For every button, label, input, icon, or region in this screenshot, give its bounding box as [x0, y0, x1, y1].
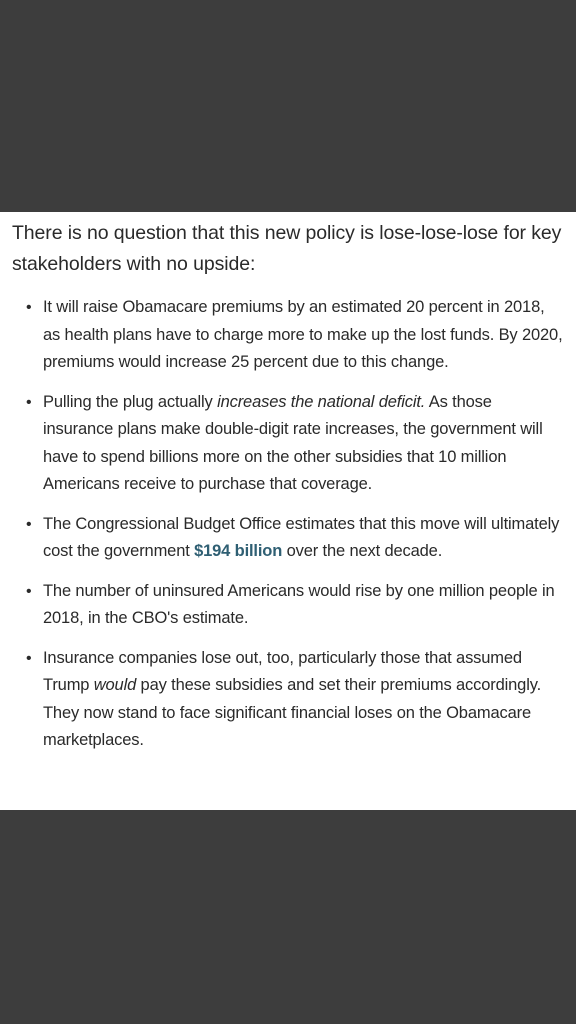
bullet-text-after: over the next decade. [282, 542, 443, 560]
bullet-item-uninsured [12, 578, 564, 633]
bullet-item-premiums [12, 294, 564, 377]
cost-link[interactable]: $194 billion [194, 542, 283, 560]
bullet-text-before: Insurance companies lose out, too, particularly those that assumed Trump [43, 648, 522, 694]
bullet-icon: • [26, 582, 32, 600]
bullet-text-after: pay these subsidies and set their premiums accordingly. They now stand to face significant financial loses on the Obamacare marketplaces. [43, 676, 542, 749]
bullet-text-italic: increases the national deficit. [217, 392, 426, 411]
bullet-icon: • [26, 649, 32, 667]
bullet-list [12, 294, 564, 755]
bullet-icon: • [26, 515, 32, 533]
bullet-text-after: As those insurance plans make double-digit rate increases, the government will have to spend billions more on the other subsidies that 10 million Americans receive to purchase that coverage. [43, 392, 543, 493]
bullet-item-insurers [12, 645, 564, 755]
bullet-item-cbo-cost [12, 511, 564, 566]
bullet-text: It will raise Obamacare premiums by an estimated 20 percent in 2018, as health plans have to charge more to make up the lost funds. By 2020, premiums would increase 25 percent due to this change. [43, 298, 563, 371]
bullet-text-italic: would [93, 676, 137, 694]
bullet-text: The number of uninsured Americans would rise by one million people in 2018, in the CBO's estimate. [43, 581, 555, 627]
intro-paragraph: There is no question that this new policy is lose-lose-lose for key stakeholders with no upside: [12, 222, 562, 275]
bullet-icon: • [26, 299, 32, 316]
article-excerpt [0, 212, 576, 810]
bullet-item-deficit [12, 389, 564, 499]
bullet-text-before: Pulling the plug actually [43, 392, 218, 411]
bullet-text-before: The Congressional Budget Office estimates that this move will ultimately cost the government [43, 514, 560, 560]
bullet-icon: • [26, 393, 32, 411]
